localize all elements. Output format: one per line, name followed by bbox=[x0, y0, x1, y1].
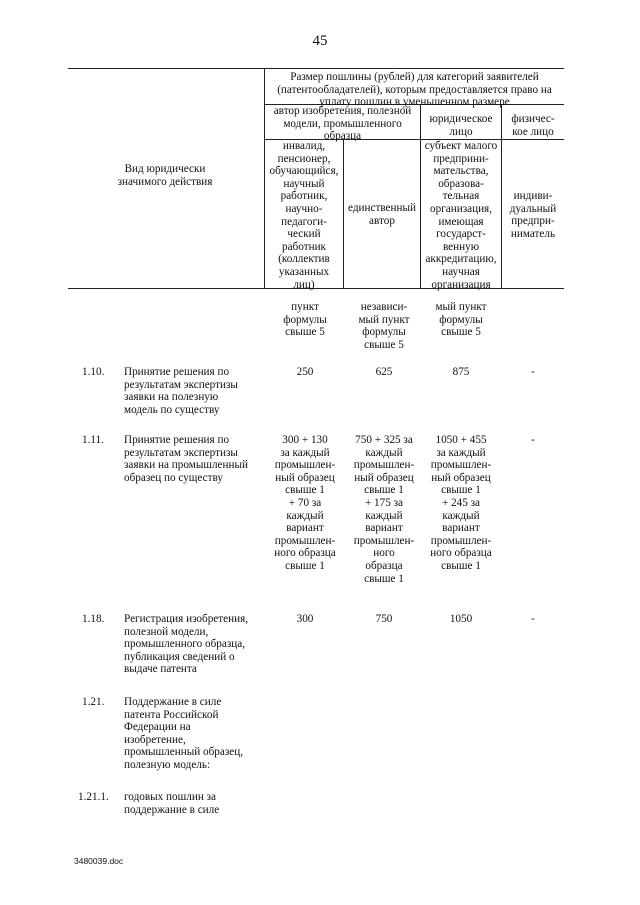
row-number: 1.10. bbox=[82, 366, 105, 378]
row-action: Принятие решения по результатам экспертизы заявки на полезную модель по существу bbox=[124, 366, 238, 416]
header-top-rule bbox=[68, 68, 564, 69]
header-legal-entity: юридическое лицо bbox=[429, 113, 493, 138]
row-value-sole-author: 625 bbox=[375, 366, 393, 378]
continuation-c1: пункт формулы свыше 5 bbox=[283, 301, 327, 339]
row-value-small-business: 1050 bbox=[449, 613, 473, 625]
row-value-sole-author: 750 bbox=[375, 613, 393, 625]
header-sub-entrepreneur: индиви- дуальный предпри- ниматель bbox=[509, 190, 557, 240]
header-fee-title: Размер пошлины (рублей) для категорий заявителей (патентообладателей), которым предоставляется право на уплату пошлин в уменьшенном размере bbox=[277, 71, 552, 109]
continuation-c2: независи- мый пункт формулы свыше 5 bbox=[358, 301, 410, 351]
row-value-invalid: 300 bbox=[296, 613, 314, 625]
row-value-sole-author: 750 + 325 за каждый промышлен- ный образец свыше 1 + 175 за каждый вариант промышлен- ного образца свыше 1 bbox=[353, 434, 415, 585]
row-action: Принятие решения по результатам экспертизы заявки на промышленный образец по существу bbox=[124, 434, 248, 484]
row-number: 1.21.1. bbox=[78, 791, 109, 803]
row-value-small-business: 1050 + 455 за каждый промышлен- ный образец свыше 1 + 245 за каждый вариант промышлен- ного образца свыше 1 bbox=[430, 434, 492, 572]
header-sub-sole-author: единственный автор bbox=[348, 202, 416, 227]
footer-filename: 3480039.doc bbox=[74, 856, 124, 866]
header-sub-invalid: инвалид, пенсионер, обучающийся, научный работник, научно- педагоги- ческий работник (коллектив указанных лиц) bbox=[269, 140, 339, 291]
continuation-c3: мый пункт формулы свыше 5 bbox=[435, 301, 487, 339]
row-action: годовых пошлин за поддержание в силе bbox=[124, 791, 220, 816]
row-value-entrepreneur: - bbox=[531, 613, 535, 625]
header-action-col: Вид юридически значимого действия bbox=[117, 163, 213, 188]
row-value-entrepreneur: - bbox=[531, 366, 535, 378]
header-author-group: автор изобретения, полезной модели, промышленного образца bbox=[273, 105, 412, 143]
page-number: 45 bbox=[312, 33, 328, 49]
header-individual: физичес- кое лицо bbox=[511, 113, 555, 138]
row-value-invalid: 250 bbox=[296, 366, 314, 378]
row-value-invalid: 300 + 130 за каждый промышлен- ный образец свыше 1 + 70 за каждый вариант промышлен- ного образца свыше 1 bbox=[274, 434, 336, 572]
header-sub-small-business: субъект малого предприни- мательства, образова- тельная организация, имеющая государст- венную аккредитацию, научная организация bbox=[424, 140, 498, 291]
row-number: 1.21. bbox=[82, 696, 105, 708]
row-value-small-business: 875 bbox=[452, 366, 470, 378]
row-number: 1.11. bbox=[82, 434, 104, 446]
row-value-entrepreneur: - bbox=[531, 434, 535, 446]
row-action: Поддержание в силе патента Российской Федерации на изобретение, промышленный образец, полезную модель: bbox=[124, 696, 244, 771]
row-action: Регистрация изобретения, полезной модели, промышленного образца, публикация сведений о выдаче патента bbox=[124, 613, 249, 676]
row-number: 1.18. bbox=[82, 613, 105, 625]
